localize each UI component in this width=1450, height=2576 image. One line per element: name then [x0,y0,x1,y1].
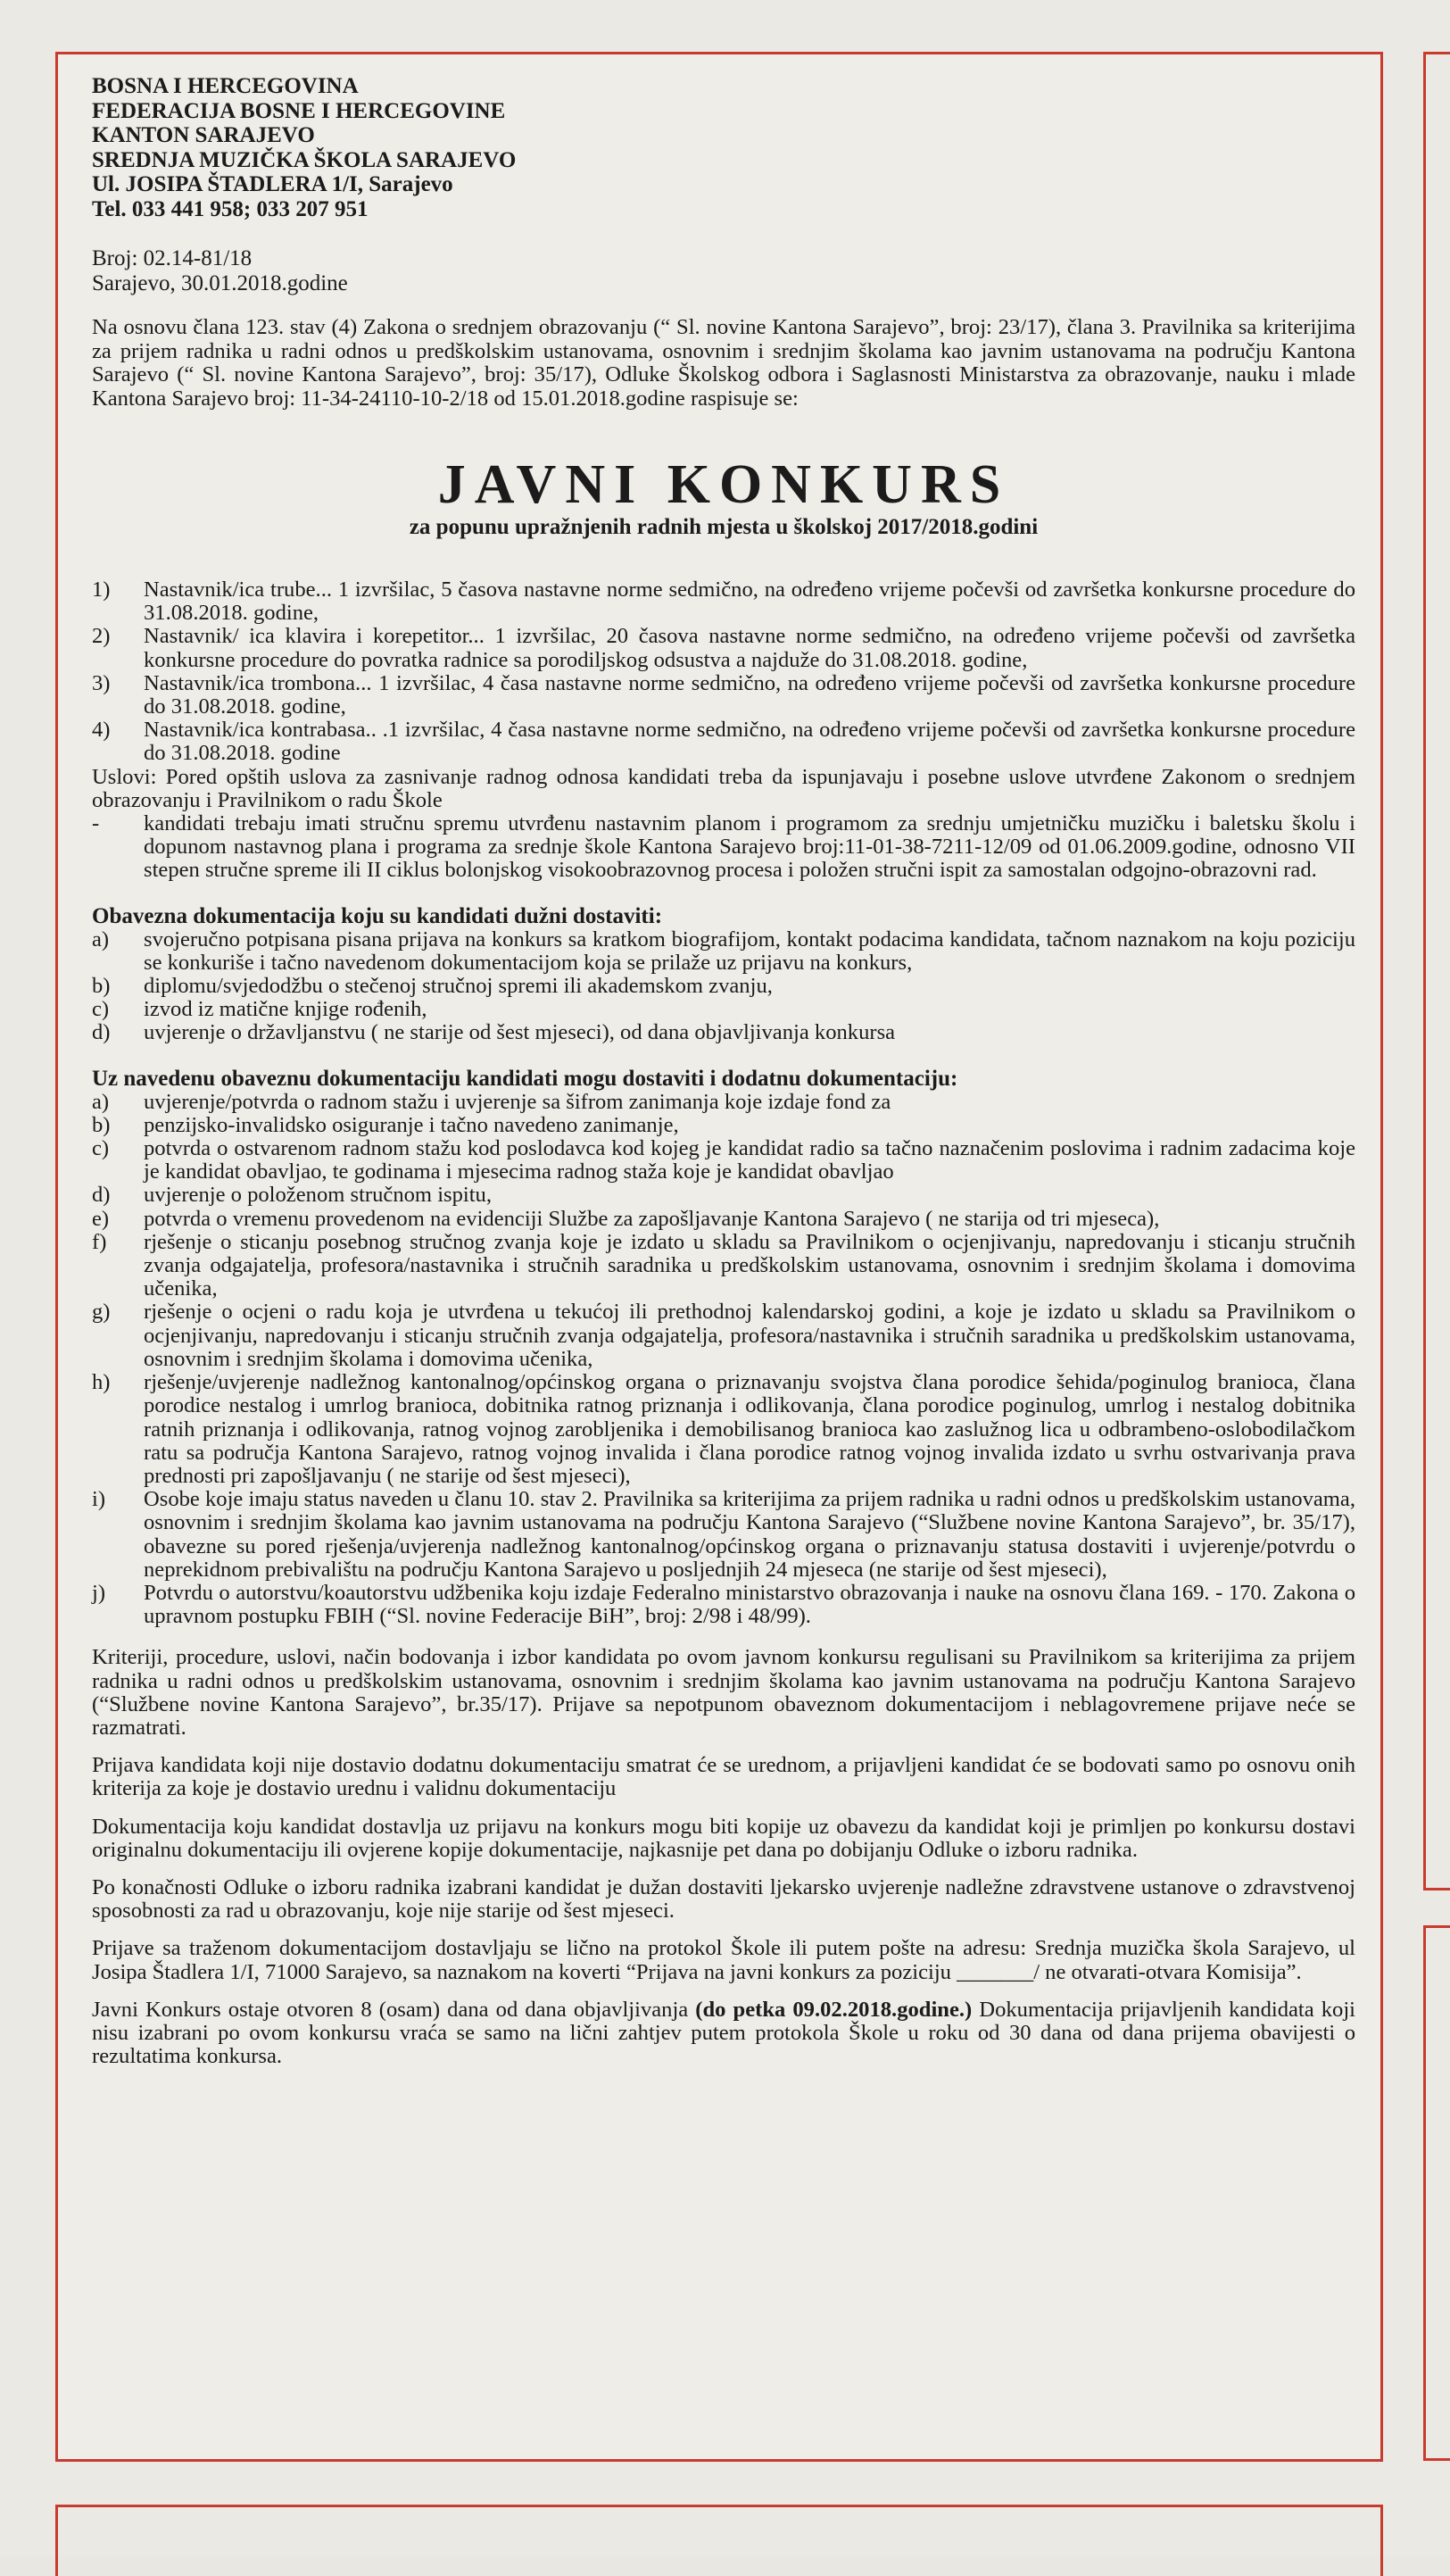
section-heading-additional: Uz navedenu obaveznu dokumentaciju kandidati mogu dostaviti i dodatnu dokumentaciju: [92,1066,958,1091]
list-marker: d) [92,1183,111,1208]
deadline-text-start: Javni Konkurs ostaje otvoren 8 (osam) dana od dana objavljivanja [92,1997,696,2022]
list-marker: a) [92,1089,110,1114]
list-item [92,1582,1355,1628]
next-ad-border [55,2505,1383,2576]
list-item-text: svojeručno potpisana pisana prijava na konkurs sa kratkom biografijom, kontakt podacima kandidata, tačnom naznakom na koju poziciju se konkuriše i tačno navedenom dokumentacijom koja se prilaže uz prijavu na konkurs, [144,927,1355,975]
list-item [92,1231,1355,1301]
list-item [92,1137,1355,1184]
job-advertisement [55,52,1383,2462]
header-phone: Tel. 033 441 958; 033 207 951 [92,196,369,221]
positions-list [92,578,1355,883]
document-meta [92,246,1355,296]
list-item-text: uvjerenje o položenom stručnom ispitu, [144,1183,493,1208]
page-title: JAVNI KONKURS [437,454,1010,515]
list-item-text: Nastavnik/ica trombona... 1 izvršilac, 4 časa nastavne norme sedmično, na određeno vrijeme počevši od završetka konkursne procedure do 31.08.2018. godine, [144,670,1355,719]
list-marker: c) [92,997,110,1022]
list-marker: 1) [92,578,111,602]
page-subtitle: za popunu upražnjenih radnih mjesta u školskoj 2017/2018.godini [409,515,1039,539]
header-canton: KANTON SARAJEVO [92,123,315,147]
list-marker: h) [92,1370,111,1395]
list-item-text: potvrda o vremenu provedenom na evidenciji Službe za zapošljavanje Kantona Sarajevo ( ne starija od tri mjeseca), [144,1206,1160,1231]
list-marker: 3) [92,670,111,695]
list-marker: g) [92,1300,111,1325]
list-item-text: Potvrdu o autorstvu/koautorstvu udžbenika koju izdaje Federalno ministarstvo obrazovanja i nauke na osnovu člana 169. - 170. Zakona o upravnom postupku FBIH (“Sl. novine Federacije BiH”, broj: 2/98 i 48/99). [144,1580,1355,1629]
list-item [92,928,1355,975]
list-item-text: Nastavnik/ ica klavira i korepetitor... 1 izvršilac, 20 časova nastavne norme sedmično, na određeno vrijeme počevši od završetka konkursne procedure do povratka radnice sa porodiljskog odsustva a najduže do 31.08.2018. godine, [144,624,1355,672]
list-item [92,975,1355,998]
adjacent-ad-border [1423,1925,1450,2461]
list-marker: c) [92,1136,110,1161]
list-item-text: penzijsko-invalidsko osiguranje i tačno navedeno zanimanje, [144,1112,679,1137]
list-item-text: diplomu/svjedodžbu o stečenoj stručnoj spremi ili akademskom zvanju, [144,974,773,999]
header-federation: FEDERACIJA BOSNE I HERCEGOVINE [92,98,506,123]
list-item [92,1300,1355,1371]
list-marker: 2) [92,624,111,649]
list-item [92,812,1355,883]
list-marker: a) [92,927,110,951]
institution-header [92,74,1355,221]
list-marker: d) [92,1020,111,1045]
list-item [92,578,1355,625]
list-item [92,1114,1355,1137]
criteria-paragraph: Kriteriji, procedure, uslovi, način bodovanja i izbor kandidata po ovom javnom konkursu regulisani su Pravilnikom sa kriterijima za prijem radnika u radni odnos u predškolskim ustanovama, osnovnim i srednjim školama kao javnim ustanovama na području Kantona Sarajevo (“Službene novine Kantona Sarajevo”, br.35/17). Prijave sa nepotpunom obaveznom dokumentacijom i neblagovremene prijave neće se razmatrati. [92,1645,1355,1740]
list-item-text: uvjerenje/potvrda o radnom stažu i uvjerenje sa šifrom zanimanja koje izdaje fond za [144,1089,891,1114]
deadline-paragraph [92,1998,1355,2069]
list-item-text: Nastavnik/ica kontrabasa.. .1 izvršilac, 4 časa nastavne norme sedmično, na određeno vrijeme počevši od završetka konkursne procedure do 31.08.2018. godine [144,718,1355,766]
submission-address-note: Prijave sa traženom dokumentacijom dostavljaju se lično na protokol Škole ili putem pošte na adresu: Srednja muzička škola Sarajevo, ul Josipa Štadlera 1/I, 71000 Sarajevo, sa naznakom na koverti “Prijava na javni konkurs za poziciju _______/ ne otvarati-otvara Komisija”. [92,1936,1355,1984]
list-marker: b) [92,974,111,999]
list-item [92,1021,1355,1044]
deadline-date: (do petka 09.02.2018.godine.) [695,1997,973,2022]
copies-note: Dokumentacija koju kandidat dostavlja uz prijavu na konkurs mogu biti kopije uz obavezu da kandidat koji je primljen po konkursu dostavi originalnu dokumentaciju ili ovjerene kopije dokumentacije, najkasnije pet dana po dobijanju Odluke o izboru radnika. [92,1814,1355,1862]
list-marker: b) [92,1112,111,1137]
header-country: BOSNA I HERCEGOVINA [92,74,359,98]
list-item [92,672,1355,719]
mandatory-docs-list [92,928,1355,1045]
conditions-text: Uslovi: Pored opštih uslova za zasnivanje radnog odnosa kandidati treba da ispunjavaju i posebne uslove utvrđene Zakonom o srednjem obrazovanju i Pravilnikom o radu Škole [92,764,1355,812]
list-item-text: kandidati trebaju imati stručnu spremu utvrđenu nastavnim planom i programom za srednju umjetničku muzičku i baletsku školu i dopunom nastavnog plana i programa za srednje škole Kantona Sarajevo broj:11-01-38-7211-12/09 od 01.06.2009.godine, odnosno VII stepen stručne spreme ili II ciklus bolonjskog visokoobrazovnog procesa i položen stručni ispit za samostalan odgojno-obrazovni rad. [144,811,1355,883]
list-item [92,719,1355,765]
reference-number: Broj: 02.14-81/18 [92,246,253,270]
list-item-text: potvrda o ostvarenom radnom stažu kod poslodavca kod kojeg je kandidat radio sa tačno naznačenim poslovima i radnim zadacima koje je kandidat obavljao, te godinama i mjesecima radnog staža koje je kandidat obavljao [144,1136,1355,1184]
list-item-text: rješenje/uvjerenje nadležnog kantonalnog/općinskog organa o priznavanju svojstva člana porodice šehida/poginulog branioca, člana porodice nestalog i umrlog branioca, dobitnika ratnog priznanja i odlikovanja, člana porodice poginulog, umrlog i nestalog dobitnika ratnih priznanja i odlikovanja, ratnog vojnog zarobljenika i demobilisanog branioca kao zaslužnog lica u odbrambeno-oslobodilačkom ratu sa područja Kantona Sarajevo, ratnog vojnog invalida i člana porodice ratnog vojnog invalida izdato u svrhu ostvarivanja prava prednosti pri zapošljavanju ( ne starije od šest mjeseci), [144,1370,1355,1488]
adjacent-ad-border [1423,52,1450,1890]
list-item [92,1208,1355,1231]
list-item-text: Osobe koje imaju status naveden u članu 10. stav 2. Pravilnika sa kriterijima za prijem radnika u radni odnos u predškolskim ustanovama, osnovnim i srednjim školama kao javnim ustanovama na području Kantona Sarajevo (“Službene novine Kantona Sarajevo”, br. 35/17), obavezne su pored rješenja/uvjerenja nadležnog kantonalnog/općinskog organa o priznavanju statusa dostaviti i uvjerenje/potvrdu o neprekidnom prebivalištu na području Kantona Sarajevo u posljednjih 24 mjeseca (ne starije od šest mjeseci), [144,1487,1355,1582]
list-item-text: uvjerenje o državljanstvu ( ne starije od šest mjeseci), od dana objavljivanja konkursa [144,1020,896,1045]
list-marker: j) [92,1580,106,1605]
additional-docs-note: Prijava kandidata koji nije dostavio dodatnu dokumentaciju smatrat će se urednom, a prijavljeni kandidat će se bodovati samo po osnovu onih kriterija za koje je dostavio urednu i validnu dokumentaciju [92,1753,1355,1801]
deadline-text-end: Dokumentacija prijavljenih kandidata koji nisu izabrani po ovom konkursu vraća se samo na lični zahtjev putem protokola Škole u roku od 30 dana od dana prijema obavijesti o rezultatima konkursa. [92,1997,1356,2069]
list-item-text: rješenje o sticanju posebnog stručnog zvanja koje je izdato u skladu sa Pravilnikom o ocjenjivanju, napredovanju i sticanju stručnih zvanja odgajatelja, profesora/nastavnika i stručnih saradnika u predškolskim ustanovama, osnovnim i srednjim školama i domovima učenika, [144,1229,1355,1301]
header-school: SREDNJA MUZIČKA ŠKOLA SARAJEVO [92,147,517,172]
list-item-text: izvod iz matične knjige rođenih, [144,997,427,1022]
list-marker: f) [92,1229,107,1254]
list-item [92,1184,1355,1207]
list-item [92,625,1355,671]
document-date: Sarajevo, 30.01.2018.godine [92,271,348,295]
list-marker: 4) [92,718,111,743]
list-item [92,998,1355,1021]
list-item-text: rješenje o ocjeni o radu koja je utvrđena u tekućoj ili prethodnoj kalendarskoj godini, a koje je izdato u skladu sa Pravilnikom o ocjenjivanju, napredovanju i sticanju stručnih zvanja odgajatelja, profesora/nastavnika i stručnih saradnika u predškolskim ustanovama, osnovnim i srednjim školama i domovima učenika, [144,1300,1355,1371]
additional-docs-list [92,1091,1355,1629]
list-marker: i) [92,1487,106,1512]
list-item-text: Nastavnik/ica trube... 1 izvršilac, 5 časova nastavne norme sedmično, na određeno vrijeme počevši od završetka konkursne procedure do 31.08.2018. godine, [144,578,1355,626]
list-marker: e) [92,1206,110,1231]
list-item [92,1091,1355,1114]
list-item [92,1371,1355,1488]
legal-basis-paragraph: Na osnovu člana 123. stav (4) Zakona o srednjem obrazovanju (“ Sl. novine Kantona Sarajevo”, broj: 23/17), člana 3. Pravilnika sa kriterijima za prijem radnika u radni odnos u predškolskim ustanovama, osnovnim i srednjim školama kao javnim ustanovama na području Kantona Sarajevo (“ Sl. novine Kantona Sarajevo”, broj: 35/17), Odluke Školskog odbora i Saglasnosti Ministarstva za obrazovanje, nauku i mlade Kantona Sarajevo broj: 11-34-24110-10-2/18 od 15.01.2018.godine raspisuje se: [92,315,1355,411]
medical-certificate-note: Po konačnosti Odluke o izboru radnika izabrani kandidat je dužan dostaviti ljekarsko uvjerenje nadležne zdravstvene ustanove o zdravstvenoj sposobnosti za rad u obrazovanju, koje nije starije od šest mjeseci. [92,1874,1355,1924]
list-item [92,1488,1355,1582]
list-marker: - [92,811,100,836]
section-heading-mandatory: Obavezna dokumentacija koju su kandidati dužni dostaviti: [92,903,663,928]
header-address: Ul. JOSIPA ŠTADLERA 1/I, Sarajevo [92,172,453,196]
